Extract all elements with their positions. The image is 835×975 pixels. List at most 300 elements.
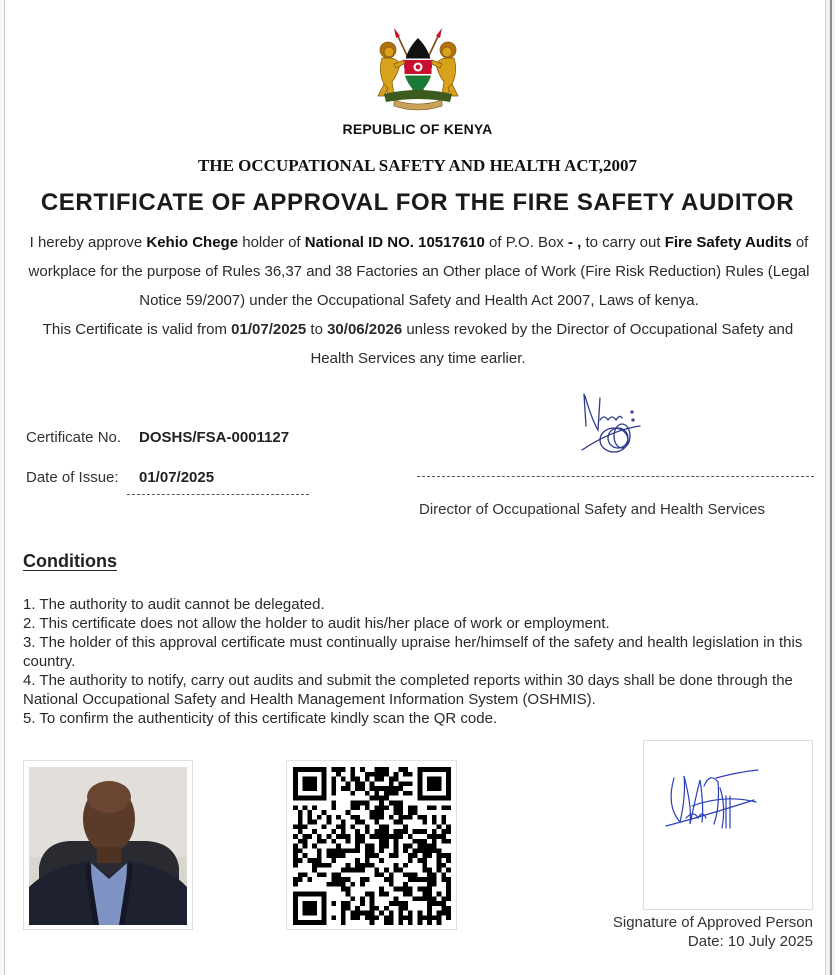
- valid-to-date: 30/06/2026: [327, 321, 403, 338]
- qr-module: [312, 844, 317, 849]
- qr-module: [360, 901, 365, 906]
- qr-module: [384, 786, 389, 791]
- audit-scope: Fire Safety Audits: [664, 234, 796, 251]
- signature-caption-block: [613, 913, 813, 951]
- qr-module: [346, 810, 351, 815]
- qr-module: [446, 805, 451, 810]
- qr-module: [336, 772, 341, 777]
- qr-module: [394, 887, 399, 892]
- qr-module: [298, 839, 303, 844]
- valid-from-date: 01/07/2025: [231, 321, 307, 338]
- kenya-coat-of-arms-icon: [374, 28, 462, 112]
- qr-module: [374, 906, 379, 911]
- qr-module: [446, 906, 451, 911]
- qr-module: [303, 834, 308, 839]
- qr-module: [360, 911, 365, 916]
- qr-module: [370, 834, 375, 839]
- scrollbar[interactable]: [825, 0, 835, 975]
- qr-module: [417, 848, 422, 853]
- qr-module: [355, 834, 360, 839]
- qr-module: [346, 901, 351, 906]
- qr-module: [403, 781, 408, 786]
- qr-module: [413, 877, 418, 882]
- qr-module: [307, 815, 312, 820]
- qr-module: [312, 863, 317, 868]
- qr-module: [350, 915, 355, 920]
- qr-module: [398, 834, 403, 839]
- qr-module: [417, 877, 422, 882]
- qr-module: [374, 810, 379, 815]
- qr-module: [384, 906, 389, 911]
- qr-module: [350, 805, 355, 810]
- qr-module: [446, 915, 451, 920]
- qr-module: [355, 868, 360, 873]
- condition-item: 2. This certificate does not allow the holder to audit his/her place of work or employment.: [23, 615, 610, 632]
- republic-heading: REPUBLIC OF KENYA: [342, 121, 493, 137]
- qr-module: [422, 858, 427, 863]
- qr-module: [403, 891, 408, 896]
- conditions-heading: Conditions: [23, 551, 117, 571]
- qr-module: [312, 829, 317, 834]
- qr-module: [417, 911, 422, 916]
- qr-module: [427, 805, 432, 810]
- qr-module: [427, 844, 432, 849]
- qr-module: [446, 877, 451, 882]
- qr-module: [379, 844, 384, 849]
- qr-module: [394, 853, 399, 858]
- qr-module: [408, 781, 413, 786]
- qr-module: [403, 815, 408, 820]
- qr-module: [298, 848, 303, 853]
- qr-module: [355, 848, 360, 853]
- approval-text: I hereby approve: [29, 234, 147, 251]
- qr-finder: [303, 777, 317, 791]
- qr-module: [379, 777, 384, 782]
- qr-module: [437, 858, 442, 863]
- qr-module: [365, 858, 370, 863]
- qr-module: [341, 824, 346, 829]
- qr-module: [432, 805, 437, 810]
- qr-module: [360, 786, 365, 791]
- qr-module: [365, 853, 370, 858]
- qr-module: [303, 844, 308, 849]
- qr-module: [408, 810, 413, 815]
- qr-code[interactable]: [293, 767, 451, 925]
- qr-module: [413, 848, 418, 853]
- qr-module: [437, 915, 442, 920]
- qr-module: [379, 805, 384, 810]
- qr-module: [341, 848, 346, 853]
- qr-module: [437, 868, 442, 873]
- qr-module: [417, 815, 422, 820]
- director-signature-line: [417, 476, 814, 477]
- qr-module: [307, 834, 312, 839]
- act-heading: THE OCCUPATIONAL SAFETY AND HEALTH ACT,2007: [198, 156, 637, 175]
- qr-module: [346, 848, 351, 853]
- qr-module: [355, 777, 360, 782]
- qr-module: [370, 786, 375, 791]
- qr-module: [398, 901, 403, 906]
- director-title: Director of Occupational Safety and Health Services: [419, 501, 766, 518]
- qr-module: [437, 848, 442, 853]
- qr-module: [374, 829, 379, 834]
- qr-module: [365, 805, 370, 810]
- qr-module: [350, 815, 355, 820]
- qr-module: [341, 868, 346, 873]
- qr-module: [346, 781, 351, 786]
- qr-module: [336, 877, 341, 882]
- qr-module: [408, 887, 413, 892]
- qr-module: [355, 829, 360, 834]
- qr-module: [331, 786, 336, 791]
- qr-module: [360, 868, 365, 873]
- qr-module: [322, 872, 327, 877]
- national-id: National ID NO. 10517610: [304, 234, 485, 251]
- qr-module: [427, 896, 432, 901]
- qr-module: [441, 872, 446, 877]
- qr-module: [303, 839, 308, 844]
- qr-module: [360, 863, 365, 868]
- qr-module: [432, 844, 437, 849]
- qr-module: [374, 872, 379, 877]
- qr-module: [408, 815, 413, 820]
- qr-module: [365, 848, 370, 853]
- conditions-list: [23, 595, 818, 728]
- qr-module: [446, 911, 451, 916]
- qr-module: [336, 853, 341, 858]
- qr-module: [446, 887, 451, 892]
- qr-module: [394, 786, 399, 791]
- qr-module: [441, 839, 446, 844]
- qr-module: [384, 796, 389, 801]
- qr-module: [360, 839, 365, 844]
- qr-module: [331, 858, 336, 863]
- qr-module: [379, 858, 384, 863]
- qr-module: [422, 868, 427, 873]
- qr-module: [427, 891, 432, 896]
- qr-module: [317, 872, 322, 877]
- qr-module: [331, 848, 336, 853]
- qr-module: [441, 805, 446, 810]
- qr-module: [403, 901, 408, 906]
- qr-module: [379, 796, 384, 801]
- qr-module: [346, 868, 351, 873]
- qr-module: [341, 829, 346, 834]
- qr-module: [441, 911, 446, 916]
- qr-module: [379, 815, 384, 820]
- qr-module: [374, 796, 379, 801]
- qr-module: [307, 820, 312, 825]
- qr-module: [327, 848, 332, 853]
- date-of-issue-label: Date of Issue:: [26, 469, 119, 486]
- qr-module: [422, 839, 427, 844]
- qr-module: [355, 915, 360, 920]
- qr-module: [427, 911, 432, 916]
- qr-module: [403, 882, 408, 887]
- qr-module: [336, 767, 341, 772]
- qr-module: [432, 877, 437, 882]
- qr-module: [317, 853, 322, 858]
- qr-module: [355, 858, 360, 863]
- qr-module: [394, 868, 399, 873]
- qr-module: [341, 882, 346, 887]
- qr-module: [384, 891, 389, 896]
- holder-photo-frame: [23, 760, 193, 930]
- qr-module: [384, 920, 389, 925]
- qr-module: [336, 834, 341, 839]
- qr-module: [403, 772, 408, 777]
- qr-module: [422, 829, 427, 834]
- qr-module: [374, 868, 379, 873]
- qr-module: [398, 868, 403, 873]
- qr-module: [370, 911, 375, 916]
- condition-item: 5. To confirm the authenticity of this certificate kindly scan the QR code.: [23, 710, 498, 727]
- qr-module: [403, 767, 408, 772]
- qr-module: [293, 824, 298, 829]
- qr-module: [408, 891, 413, 896]
- qr-module: [365, 791, 370, 796]
- qr-module: [322, 810, 327, 815]
- qr-module: [350, 868, 355, 873]
- qr-module: [394, 839, 399, 844]
- qr-module: [331, 882, 336, 887]
- qr-module: [408, 872, 413, 877]
- qr-module: [446, 853, 451, 858]
- qr-module: [437, 863, 442, 868]
- qr-module: [403, 906, 408, 911]
- qr-module: [394, 772, 399, 777]
- qr-module: [307, 810, 312, 815]
- qr-module: [350, 777, 355, 782]
- qr-module: [346, 906, 351, 911]
- qr-module: [384, 829, 389, 834]
- qr-module: [336, 882, 341, 887]
- qr-module: [384, 877, 389, 882]
- qr-module: [398, 810, 403, 815]
- qr-module: [374, 791, 379, 796]
- qr-module: [417, 920, 422, 925]
- qr-module: [441, 863, 446, 868]
- qr-module: [355, 911, 360, 916]
- signature-caption: Signature of Approved Person: [612, 914, 813, 931]
- qr-module: [379, 810, 384, 815]
- qr-module: [370, 901, 375, 906]
- qr-module: [408, 858, 413, 863]
- qr-module: [341, 853, 346, 858]
- qr-module: [384, 791, 389, 796]
- qr-module: [374, 805, 379, 810]
- qr-module: [370, 915, 375, 920]
- qr-module: [389, 781, 394, 786]
- qr-module: [365, 777, 370, 782]
- lion-right: [432, 42, 458, 96]
- qr-module: [298, 815, 303, 820]
- qr-module: [389, 815, 394, 820]
- qr-module: [327, 882, 332, 887]
- qr-module: [394, 834, 399, 839]
- qr-module: [394, 829, 399, 834]
- qr-module: [374, 772, 379, 777]
- qr-module: [293, 882, 298, 887]
- qr-module: [413, 872, 418, 877]
- qr-module: [403, 863, 408, 868]
- qr-module: [327, 815, 332, 820]
- qr-module: [398, 781, 403, 786]
- validity-text: This Certificate is valid from: [42, 321, 232, 338]
- qr-module: [365, 891, 370, 896]
- qr-module: [331, 872, 336, 877]
- qr-code-frame[interactable]: [286, 760, 457, 930]
- qr-module: [327, 853, 332, 858]
- qr-module: [355, 815, 360, 820]
- qr-module: [293, 805, 298, 810]
- qr-module: [379, 824, 384, 829]
- qr-module: [341, 920, 346, 925]
- qr-module: [303, 805, 308, 810]
- qr-module: [441, 901, 446, 906]
- qr-module: [370, 781, 375, 786]
- qr-module: [341, 834, 346, 839]
- qr-module: [408, 791, 413, 796]
- qr-module: [331, 839, 336, 844]
- qr-module: [293, 858, 298, 863]
- qr-module: [422, 891, 427, 896]
- qr-module: [379, 767, 384, 772]
- qr-module: [312, 820, 317, 825]
- qr-module: [398, 801, 403, 806]
- qr-module: [398, 829, 403, 834]
- qr-module: [427, 834, 432, 839]
- qr-module: [293, 834, 298, 839]
- qr-module: [437, 911, 442, 916]
- qr-module: [355, 820, 360, 825]
- qr-module: [360, 896, 365, 901]
- qr-module: [331, 805, 336, 810]
- qr-module: [432, 815, 437, 820]
- qr-module: [336, 848, 341, 853]
- qr-module: [437, 901, 442, 906]
- qr-module: [427, 906, 432, 911]
- qr-module: [379, 848, 384, 853]
- qr-module: [293, 853, 298, 858]
- qr-module: [408, 772, 413, 777]
- qr-module: [355, 863, 360, 868]
- qr-module: [307, 877, 312, 882]
- qr-module: [384, 839, 389, 844]
- qr-module: [432, 901, 437, 906]
- qr-module: [365, 863, 370, 868]
- qr-module: [432, 882, 437, 887]
- qr-module: [398, 887, 403, 892]
- qr-module: [350, 767, 355, 772]
- qr-module: [303, 872, 308, 877]
- qr-module: [370, 815, 375, 820]
- qr-module: [422, 848, 427, 853]
- qr-module: [298, 858, 303, 863]
- qr-module: [374, 786, 379, 791]
- qr-module: [379, 911, 384, 916]
- qr-module: [379, 834, 384, 839]
- qr-module: [370, 853, 375, 858]
- approval-text: holder of: [238, 234, 305, 251]
- qr-module: [384, 868, 389, 873]
- qr-module: [365, 915, 370, 920]
- qr-module: [336, 824, 341, 829]
- lion-left: [378, 42, 404, 96]
- qr-module: [398, 906, 403, 911]
- qr-module: [417, 887, 422, 892]
- qr-module: [331, 901, 336, 906]
- qr-module: [298, 810, 303, 815]
- qr-module: [417, 829, 422, 834]
- qr-module: [413, 829, 418, 834]
- qr-module: [422, 877, 427, 882]
- qr-module: [350, 772, 355, 777]
- qr-module: [389, 791, 394, 796]
- qr-module: [346, 839, 351, 844]
- qr-module: [394, 820, 399, 825]
- qr-module: [355, 906, 360, 911]
- qr-module: [341, 820, 346, 825]
- qr-module: [350, 896, 355, 901]
- qr-module: [317, 839, 322, 844]
- qr-module: [437, 853, 442, 858]
- qr-module: [384, 844, 389, 849]
- qr-module: [350, 848, 355, 853]
- qr-module: [370, 844, 375, 849]
- certificate-title: CERTIFICATE OF APPROVAL FOR THE FIRE SAFETY AUDITOR: [40, 189, 795, 216]
- qr-module: [346, 887, 351, 892]
- qr-module: [370, 810, 375, 815]
- qr-module: [365, 911, 370, 916]
- qr-module: [312, 805, 317, 810]
- qr-module: [403, 915, 408, 920]
- qr-module: [446, 891, 451, 896]
- qr-module: [365, 824, 370, 829]
- shield: [404, 38, 432, 94]
- qr-module: [427, 868, 432, 873]
- qr-module: [322, 839, 327, 844]
- qr-module: [432, 915, 437, 920]
- qr-module: [336, 872, 341, 877]
- qr-module: [322, 863, 327, 868]
- qr-module: [394, 777, 399, 782]
- qr-module: [446, 896, 451, 901]
- qr-module: [427, 853, 432, 858]
- qr-module: [374, 815, 379, 820]
- qr-module: [384, 772, 389, 777]
- qr-module: [346, 863, 351, 868]
- qr-module: [341, 767, 346, 772]
- qr-module: [317, 863, 322, 868]
- qr-module: [360, 877, 365, 882]
- qr-module: [384, 767, 389, 772]
- qr-module: [441, 853, 446, 858]
- qr-module: [427, 872, 432, 877]
- qr-module: [298, 877, 303, 882]
- date-of-issue: 01/07/2025: [139, 469, 215, 486]
- qr-module: [441, 834, 446, 839]
- qr-module: [441, 906, 446, 911]
- qr-module: [394, 805, 399, 810]
- qr-module: [432, 848, 437, 853]
- qr-module: [441, 877, 446, 882]
- approved-person-signature-icon: [664, 766, 764, 841]
- qr-module: [398, 915, 403, 920]
- qr-module: [403, 824, 408, 829]
- qr-module: [355, 839, 360, 844]
- qr-module: [374, 777, 379, 782]
